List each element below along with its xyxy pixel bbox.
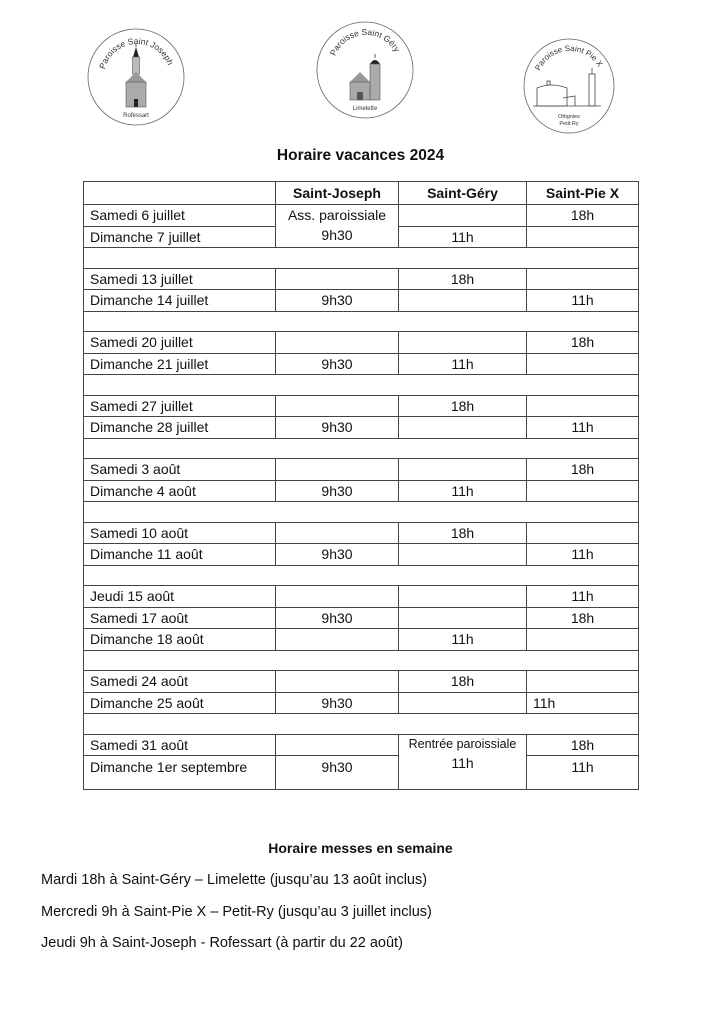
- date-cell: Samedi 10 août: [84, 522, 276, 544]
- joseph-cell: [276, 395, 399, 417]
- joseph-cell: 9h30: [276, 544, 399, 566]
- gery-cell: [399, 586, 527, 608]
- joseph-cell: [276, 332, 399, 354]
- page-title: Horaire vacances 2024: [276, 147, 445, 164]
- table-header-row: [84, 182, 639, 205]
- pie-cell: 11h: [527, 290, 639, 312]
- joseph-cell: 9h30: [276, 353, 399, 375]
- date-cell: Dimanche 4 août: [84, 480, 276, 502]
- table-row: [84, 522, 639, 544]
- gery-cell: [399, 417, 527, 439]
- table-row: [84, 268, 639, 290]
- logo-place-line2: Petit Ry: [559, 121, 579, 127]
- pie-cell: 11h: [527, 544, 639, 566]
- date-cell: Dimanche 14 juillet: [84, 290, 276, 312]
- joseph-cell: 9h30: [276, 756, 399, 790]
- spacer-row: [84, 375, 639, 396]
- date-cell: Jeudi 15 août: [84, 586, 276, 608]
- merged-line1: Rentrée paroissiale: [408, 736, 517, 751]
- joseph-cell: [276, 268, 399, 290]
- date-cell: Dimanche 18 août: [84, 629, 276, 651]
- table-row: [84, 544, 639, 566]
- joseph-cell: [276, 734, 399, 756]
- table-row: [84, 395, 639, 417]
- gery-cell: [399, 332, 527, 354]
- joseph-cell: 9h30: [276, 417, 399, 439]
- table-row: [84, 671, 639, 693]
- date-cell: Samedi 24 août: [84, 671, 276, 693]
- logo-arc-text: Paroisse Saint Pie X: [533, 43, 605, 72]
- merged-line2: 11h: [451, 754, 474, 771]
- gery-cell: [399, 290, 527, 312]
- pie-cell: 18h: [527, 205, 639, 227]
- pie-cell: 11h: [527, 417, 639, 439]
- gery-cell: 18h: [399, 395, 527, 417]
- pie-cell: [527, 480, 639, 502]
- table-row: [84, 734, 639, 756]
- gery-cell: 18h: [399, 522, 527, 544]
- logo-saint-pie-x: [523, 38, 615, 134]
- pie-cell: 18h: [527, 607, 639, 629]
- pie-cell: 18h: [527, 734, 639, 756]
- date-cell: Dimanche 21 juillet: [84, 353, 276, 375]
- logo-arc-text: Paroisse Saint Géry: [327, 26, 403, 58]
- gery-cell: 11h: [399, 629, 527, 651]
- table-row: [84, 629, 639, 651]
- logo-place-line1: Ottignies: [558, 114, 580, 120]
- joseph-cell: 9h30: [276, 692, 399, 714]
- svg-text:Paroisse Saint Pie X: [533, 44, 605, 72]
- table-row: [84, 480, 639, 502]
- date-cell: Dimanche 28 juillet: [84, 417, 276, 439]
- date-cell: Samedi 6 juillet: [84, 205, 276, 227]
- modern-church-icon: [533, 68, 601, 106]
- date-cell: Samedi 3 août: [84, 459, 276, 481]
- pie-cell: 18h: [527, 459, 639, 481]
- header-saint-pie-x: Saint-Pie X: [527, 182, 639, 205]
- header-saint-joseph: Saint-Joseph: [276, 182, 399, 205]
- gery-cell: [399, 205, 527, 227]
- spacer-row: [84, 438, 639, 459]
- weekday-line: Jeudi 9h à Saint-Joseph - Rofessart (à partir du 22 août): [41, 935, 403, 951]
- church-steeple-icon: [126, 43, 146, 107]
- spacer-row: [84, 565, 639, 586]
- table-row: [84, 607, 639, 629]
- table-row: [84, 290, 639, 312]
- merged-line2: 9h30: [321, 227, 353, 243]
- date-cell: Dimanche 11 août: [84, 544, 276, 566]
- spacer-row: [84, 502, 639, 523]
- gery-cell: 18h: [399, 268, 527, 290]
- church-tower-icon: [350, 54, 380, 100]
- gery-cell: [399, 692, 527, 714]
- date-cell: Samedi 20 juillet: [84, 332, 276, 354]
- spacer-row: [84, 714, 639, 735]
- spacer-row: [84, 311, 639, 332]
- joseph-cell: [276, 671, 399, 693]
- joseph-cell: [276, 629, 399, 651]
- date-cell: Samedi 27 juillet: [84, 395, 276, 417]
- date-cell: Dimanche 7 juillet: [84, 226, 276, 248]
- pie-cell: 18h: [527, 332, 639, 354]
- table-row: [84, 332, 639, 354]
- table-row: [84, 417, 639, 439]
- logo-place: Limelette: [352, 106, 378, 112]
- pie-cell: [527, 353, 639, 375]
- pie-cell: [527, 671, 639, 693]
- table-row: [84, 692, 639, 714]
- gery-cell: 11h: [399, 226, 527, 248]
- table-row: [84, 459, 639, 481]
- joseph-cell: [276, 459, 399, 481]
- gery-cell: 11h: [399, 480, 527, 502]
- header-saint-gery: Saint-Géry: [399, 182, 527, 205]
- table-row: [84, 586, 639, 608]
- logo-saint-joseph: [86, 27, 186, 127]
- joseph-merged-cell: [276, 205, 399, 248]
- gery-cell: 11h: [399, 353, 527, 375]
- gery-cell: 18h: [399, 671, 527, 693]
- pie-cell: [527, 268, 639, 290]
- date-cell: Samedi 17 août: [84, 607, 276, 629]
- joseph-cell: [276, 522, 399, 544]
- pie-cell: [527, 629, 639, 651]
- merged-line1: Ass. paroissiale: [287, 207, 387, 223]
- logo-arc-text: Paroisse Saint Joseph: [97, 35, 176, 71]
- pie-cell: [527, 395, 639, 417]
- header-empty: [84, 182, 276, 205]
- joseph-cell: 9h30: [276, 480, 399, 502]
- pie-cell: [527, 226, 639, 248]
- table-row: [84, 756, 639, 790]
- pie-cell: 11h: [527, 586, 639, 608]
- joseph-cell: 9h30: [276, 290, 399, 312]
- gery-merged-cell: [399, 734, 527, 790]
- logo-place: Rofessart: [123, 113, 149, 119]
- logo-saint-gery: [315, 20, 415, 120]
- gery-cell: [399, 607, 527, 629]
- weekday-title: Horaire messes en semaine: [268, 840, 453, 856]
- gery-cell: [399, 544, 527, 566]
- pie-cell: [527, 522, 639, 544]
- gery-cell: [399, 459, 527, 481]
- joseph-cell: 9h30: [276, 607, 399, 629]
- spacer-row: [84, 650, 639, 671]
- date-cell: Samedi 13 juillet: [84, 268, 276, 290]
- pie-cell: 11h: [527, 756, 639, 790]
- svg-text:Paroisse Saint Géry: [328, 27, 403, 57]
- weekday-line: Mercredi 9h à Saint-Pie X – Petit-Ry (jusqu’au 3 juillet inclus): [41, 904, 432, 920]
- pie-cell: 11h: [527, 692, 639, 714]
- date-cell: Samedi 31 août: [84, 734, 276, 756]
- weekday-line: Mardi 18h à Saint-Géry – Limelette (jusqu’au 13 août inclus): [41, 872, 428, 888]
- table-row: [84, 205, 639, 227]
- joseph-cell: [276, 586, 399, 608]
- schedule-table: [83, 181, 639, 790]
- date-cell: Dimanche 1er septembre: [84, 756, 276, 790]
- table-row: [84, 353, 639, 375]
- spacer-row: [84, 248, 639, 269]
- date-cell: Dimanche 25 août: [84, 692, 276, 714]
